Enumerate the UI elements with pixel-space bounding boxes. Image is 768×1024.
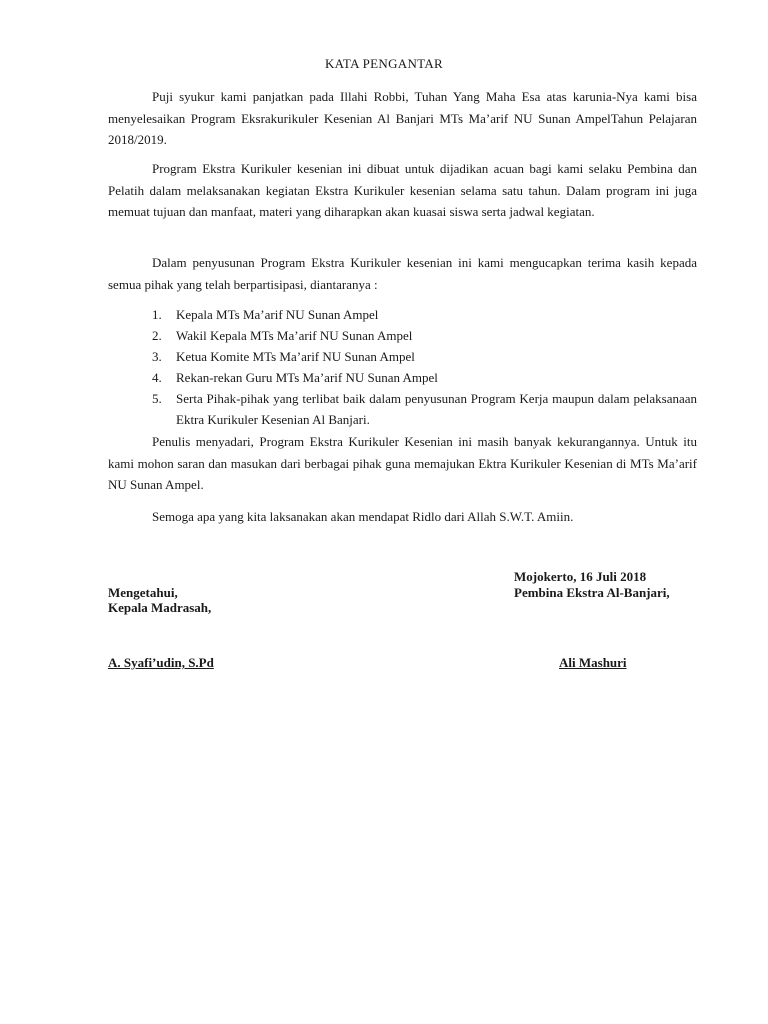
signature-left-name: A. Syafi’udin, S.Pd [108,655,214,670]
document-title: KATA PENGANTAR [324,56,444,71]
paragraph-closing: Penulis menyadari, Program Ekstra Kurikuler Kesenian ini masih banyak kekurangannya. Untuk itu kami mohon saran dan masukan dari berbagai pihak guna memajukan Ektra Kurikuler Kesenian di MTs Ma’arif NU Sunan Ampel. [108,434,697,492]
thanks-list [108,304,697,430]
paragraph-intro: Puji syukur kami panjatkan pada Illahi Robbi, Tuhan Yang Maha Esa atas karunia-Nya kami bisa menyelesaikan Program Eksrakurikuler Kesenian Al Banjari MTs Ma’arif NU Sunan AmpelTahun Pelajaran 2018/2019. [108,89,697,147]
list-item [108,388,697,430]
list-item [108,304,697,325]
signature-left-label: Mengetahui, [108,585,178,600]
list-item-number: 1. [152,307,162,322]
signature-left-role: Kepala Madrasah, [108,600,212,615]
signature-right-role: Pembina Ekstra Al-Banjari, [514,585,670,600]
list-item-number: 5. [152,391,162,406]
signature-place-date: Mojokerto, 16 Juli 2018 [514,569,647,584]
list-item [108,346,697,367]
list-item-text: Rekan-rekan Guru MTs Ma’arif NU Sunan Ampel [176,370,438,385]
list-item-number: 4. [152,370,162,385]
paragraph-thanks: Dalam penyusunan Program Ekstra Kurikuler kesenian ini kami mengucapkan terima kasih kepada semua pihak yang telah berpartisipasi, diantaranya : [108,255,697,292]
list-item-text: Kepala MTs Ma’arif NU Sunan Ampel [176,307,379,322]
paragraph-prayer: Semoga apa yang kita laksanakan akan mendapat Ridlo dari Allah S.W.T. Amiin. [152,509,574,524]
list-item-text: Serta Pihak-pihak yang terlibat baik dalam penyusunan Program Kerja maupun dalam pelaksanaan Ektra Kurikuler Kesenian Al Banjari. [176,391,697,427]
signature-right-name: Ali Mashuri [559,655,627,670]
list-item [108,325,697,346]
list-item-text: Wakil Kepala MTs Ma’arif NU Sunan Ampel [176,328,413,343]
list-item-text: Ketua Komite MTs Ma’arif NU Sunan Ampel [176,349,415,364]
list-item-number: 3. [152,349,162,364]
paragraph-purpose: Program Ekstra Kurikuler kesenian ini dibuat untuk dijadikan acuan bagi kami selaku Pembina dan Pelatih dalam melaksanakan kegiatan Ekstra Kurikuler kesenian selama satu tahun. Dalam program ini juga memuat tujuan dan manfaat, materi yang diharapkan akan kuasai siswa serta jadwal kegiatan. [108,161,697,219]
list-item [108,367,697,388]
list-item-number: 2. [152,328,162,343]
